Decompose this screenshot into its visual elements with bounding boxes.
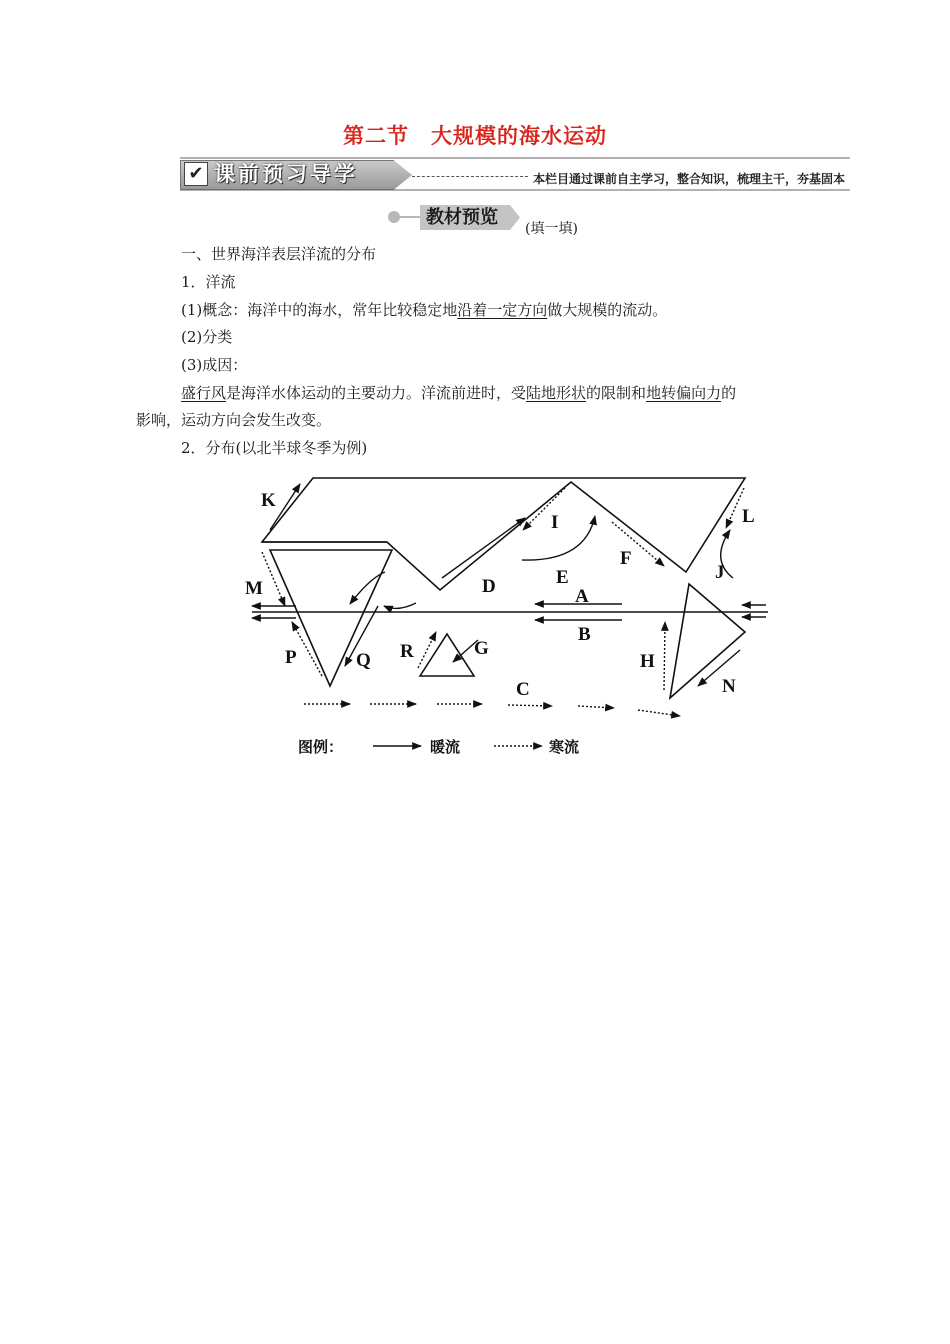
page-title: 第二节 大规模的海水运动 <box>343 123 607 148</box>
island-outline <box>420 634 474 676</box>
legend-warm-label: 暖流 <box>430 740 461 756</box>
cause-text-3: 的 <box>721 384 737 402</box>
banner-label: 课前预习导学 <box>214 162 358 186</box>
badge-line <box>396 216 420 218</box>
label-P: P <box>285 647 297 668</box>
cause-answer-3: 地转偏向力 <box>646 384 722 402</box>
current-C-5 <box>578 706 614 708</box>
label-C: C <box>516 679 530 700</box>
section-label: 教材预览 <box>426 207 498 228</box>
label-M: M <box>245 578 263 599</box>
label-Q: Q <box>356 650 371 671</box>
label-R: R <box>400 641 414 662</box>
label-A: A <box>575 586 589 607</box>
label-N: N <box>722 676 736 697</box>
ocean-current-diagram <box>240 468 780 768</box>
label-D: D <box>482 576 496 597</box>
section-hint: (填一填) <box>525 221 578 237</box>
legend <box>298 738 579 756</box>
cause-answer-1: 盛行风 <box>181 384 227 402</box>
concept-answer: 沿着一定方向 <box>457 301 548 319</box>
current-west-eddy-2 <box>384 603 416 608</box>
concept-line <box>181 300 667 320</box>
cause-answer-2: 陆地形状 <box>526 384 587 402</box>
legend-cold-label: 寒流 <box>549 740 580 756</box>
label-L: L <box>742 506 755 527</box>
label-I: I <box>551 512 559 533</box>
current-R <box>418 632 436 668</box>
cause-text-1: 是海洋水体运动的主要动力。洋流前进时，受 <box>226 384 527 402</box>
label-B: B <box>578 624 591 645</box>
classify-line: (2)分类 <box>181 328 233 346</box>
item-2: 2．分布(以北半球冬季为例) <box>181 439 368 457</box>
current-C-4 <box>508 705 552 706</box>
cause-line-2: 影响，运动方向会发生改变。 <box>136 411 332 429</box>
current-C-6 <box>638 710 680 716</box>
current-I <box>523 488 565 530</box>
current-H <box>664 622 665 690</box>
banner-rule <box>0 0 950 200</box>
label-E: E <box>556 567 569 588</box>
concept-text-pre: (1)概念：海洋中的海水，常年比较稳定地 <box>181 301 458 319</box>
current-M <box>262 552 285 606</box>
label-J: J <box>715 562 725 583</box>
cause-heading: (3)成因： <box>181 356 248 374</box>
current-D <box>442 518 525 578</box>
current-E <box>522 516 595 560</box>
label-F: F <box>620 548 632 569</box>
heading-1: 一、世界海洋表层洋流的分布 <box>181 245 377 263</box>
concept-text-post: 做大规模的流动。 <box>547 301 668 319</box>
label-K: K <box>261 490 276 511</box>
cause-text-2: 的限制和 <box>586 384 647 402</box>
cause-line <box>181 383 736 403</box>
item-1: 1．洋流 <box>181 273 236 291</box>
label-H: H <box>640 651 655 672</box>
label-G: G <box>474 638 489 659</box>
legend-title: 图例： <box>298 740 344 756</box>
check-icon: ✔ <box>184 162 208 186</box>
banner-note: 本栏目通过课前自主学习，整合知识，梳理主干，夯基固本 <box>533 172 846 186</box>
